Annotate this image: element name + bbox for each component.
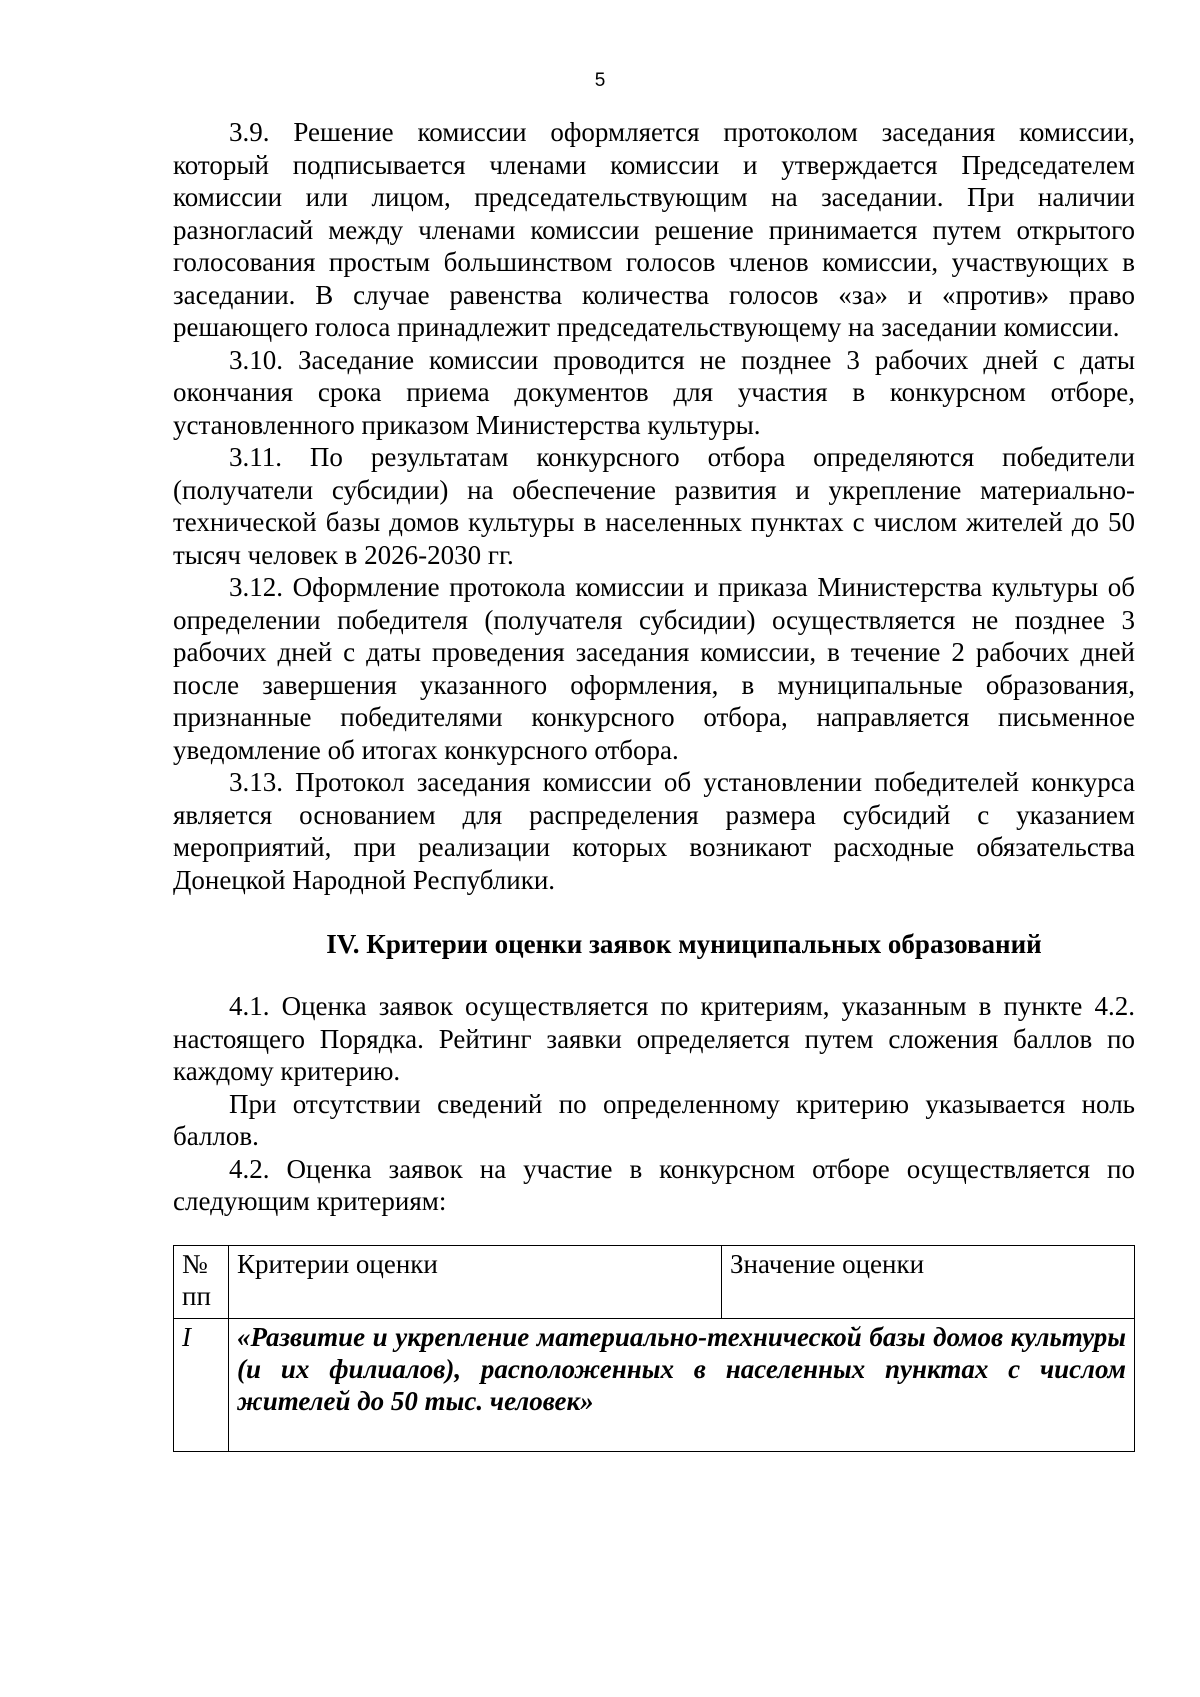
table-header-row xyxy=(174,1245,1135,1318)
paragraph-3-11: 3.11. По результатам конкурсного отбора определяются победители (получатели субсидии) на обеспечение развития и укрепление материально-технической базы домов культуры в населенных пунктах с числом жителей до 50 тысяч человек в 2026-2030 гг. xyxy=(173,442,1135,570)
table-row xyxy=(174,1318,1135,1451)
paragraph-3-13: 3.13. Протокол заседания комиссии об установлении победителей конкурса является основанием для распределения размера субсидий с указанием мероприятий, при реализации которых возникают расходные обязательства Донецкой Народной Республики. xyxy=(173,767,1135,895)
document-body xyxy=(173,116,1135,1452)
header-num-cell: № пп xyxy=(174,1245,229,1318)
paragraph-4-1: 4.1. Оценка заявок осуществляется по критериям, указанным в пункте 4.2. настоящего Порядка. Рейтинг заявки определяется путем сложения баллов по каждому критерию. xyxy=(173,991,1135,1086)
group-criteria-cell: «Развитие и укрепление материально-технической базы домов культуры (и их филиалов), расположенных в населенных пунктах с числом жителей до 50 тыс. человек» xyxy=(229,1318,1135,1451)
criteria-table xyxy=(173,1245,1135,1452)
paragraph-3-9: 3.9. Решение комиссии оформляется протоколом заседания комиссии, который подписывается членами комиссии и утверждается Председателем комиссии или лицом, председательствующим на заседании. При наличии разногласий между членами комиссии решение принимается путем открытого голосования простым большинством голосов членов комиссии, участвующих в заседании. В случае равенства количества голосов «за» и «против» право решающего голоса принадлежит председательствующему на заседании комиссии. xyxy=(173,117,1135,342)
paragraph-3-12: 3.12. Оформление протокола комиссии и приказа Министерства культуры об определении победителя (получателя субсидии) осуществляется не позднее 3 рабочих дней с даты проведения заседания комиссии, в течение 2 рабочих дней после завершения указанного оформления, в муниципальные образования, признанные победителями конкурсного отбора, направляется письменное уведомление об итогах конкурсного отбора. xyxy=(173,572,1135,765)
paragraph-no-data: При отсутствии сведений по определенному критерию указывается ноль баллов. xyxy=(173,1088,1135,1151)
header-value-cell: Значение оценки xyxy=(722,1245,1135,1318)
header-criteria-cell: Критерии оценки xyxy=(229,1245,722,1318)
section-4-title: IV. Критерии оценки заявок муниципальных образований xyxy=(326,929,1042,959)
group-num-cell: I xyxy=(174,1318,229,1451)
paragraph-4-2: 4.2. Оценка заявок на участие в конкурсном отборе осуществляется по следующим критериям: xyxy=(173,1153,1135,1216)
page-number: 5 xyxy=(594,70,606,91)
paragraph-3-10: 3.10. Заседание комиссии проводится не позднее 3 рабочих дней с даты окончания срока приема документов для участия в конкурсном отборе, установленного приказом Министерства культуры. xyxy=(173,344,1135,440)
